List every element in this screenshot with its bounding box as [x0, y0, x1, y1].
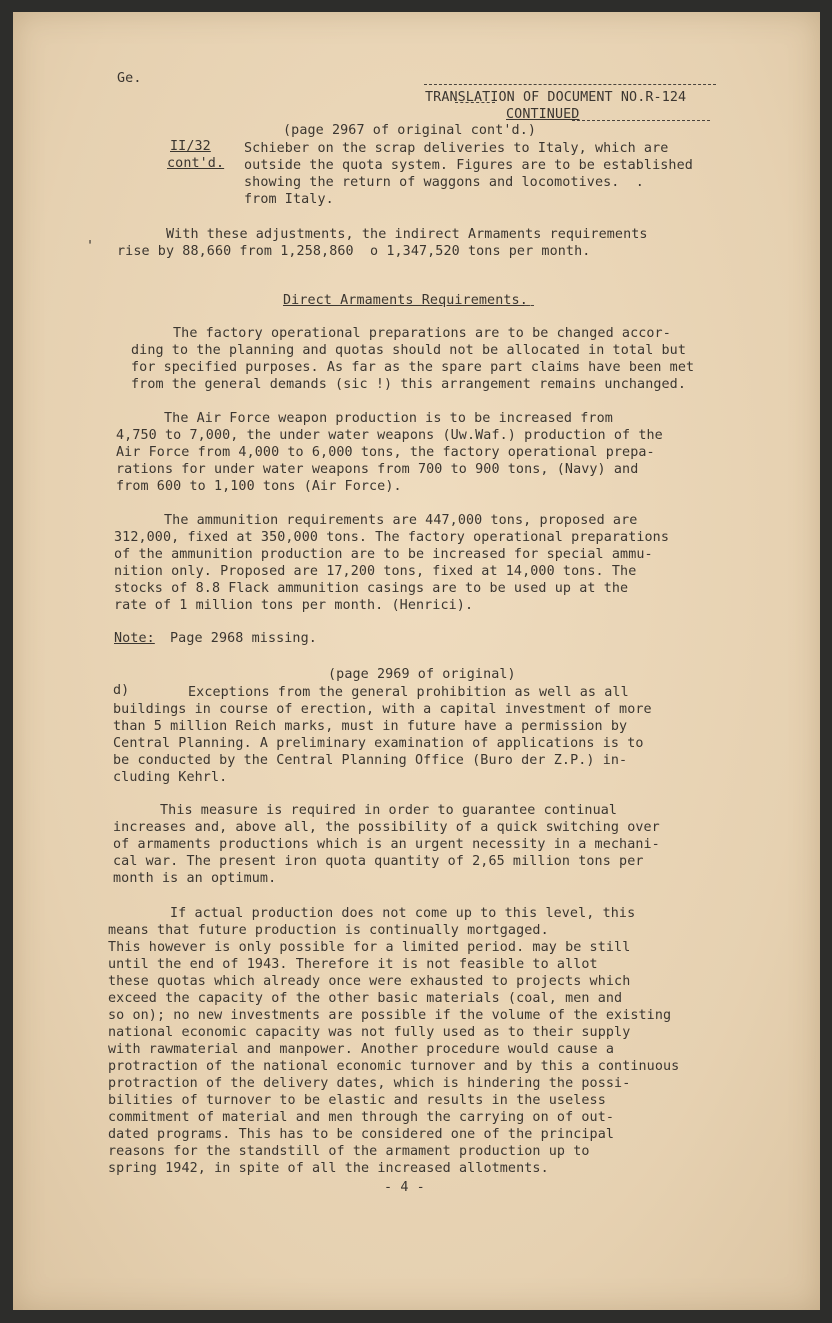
final-paragraph-line: these quotas which already once were exhausted to projects which	[108, 974, 631, 989]
measure-paragraph-line: cal war. The present iron quota quantity of 2,65 million tons per	[113, 854, 644, 869]
ammunition-paragraph-line: rate of 1 million tons per month. (Henrici).	[114, 598, 474, 613]
continued-label: CONTINUED	[506, 107, 580, 122]
factory-paragraph-line: ding to the planning and quotas should not be allocated in total but	[131, 343, 687, 358]
section-label-contd: cont'd.	[167, 156, 225, 171]
factory-paragraph-line: from the general demands (sic !) this arrangement remains unchanged.	[131, 377, 687, 392]
final-paragraph-line: national economic capacity was not fully used as to their supply	[108, 1025, 631, 1040]
final-paragraph-line: with rawmaterial and manpower. Another procedure would cause a	[108, 1042, 615, 1057]
section-d-line: Exceptions from the general prohibition as well as all	[188, 685, 629, 700]
section-d-label: d)	[113, 683, 130, 698]
ammunition-paragraph-line: nition only. Proposed are 17,200 tons, fixed at 14,000 tons. The	[114, 564, 637, 579]
final-paragraph-line: protraction of the national economic turnover and by this a continuous	[108, 1059, 680, 1074]
page-edge-tab	[823, 560, 832, 584]
section-ii32-line: showing the return of waggons and locomotives. .	[244, 175, 644, 190]
ammunition-paragraph-line: of the ammunition production are to be increased for special ammu-	[114, 547, 653, 562]
ammunition-paragraph-line: 312,000, fixed at 350,000 tons. The factory operational preparations	[114, 530, 670, 545]
header-dashed-rule-left	[455, 102, 495, 103]
measure-paragraph-line: This measure is required in order to guarantee continual	[160, 803, 618, 818]
heading-dash	[524, 305, 534, 306]
air-force-paragraph-line: 4,750 to 7,000, the under water weapons (Uw.Waf.) production of the	[116, 428, 663, 443]
page-reference-2969: (page 2969 of original)	[328, 667, 516, 682]
section-label-ii32: II/32	[170, 139, 211, 154]
note-text: Page 2968 missing.	[170, 631, 317, 646]
final-paragraph-line: spring 1942, in spite of all the increased allotments.	[108, 1161, 549, 1176]
header-dashed-rule-top	[424, 84, 716, 85]
note-label: Note:	[114, 631, 155, 646]
final-paragraph-line: commitment of material and men through the carrying on of out-	[108, 1110, 615, 1125]
final-paragraph-line: dated programs. This has to be considered one of the principal	[108, 1127, 615, 1142]
margin-mark: '	[86, 239, 95, 254]
page-reference-2967: (page 2967 of original cont'd.)	[283, 123, 537, 138]
direct-armaments-heading: Direct Armaments Requirements.	[283, 293, 528, 308]
page-number: - 4 -	[384, 1180, 425, 1195]
measure-paragraph-line: increases and, above all, the possibility of a quick switching over	[113, 820, 660, 835]
air-force-paragraph-line: from 600 to 1,100 tons (Air Force).	[116, 479, 402, 494]
final-paragraph-line: protraction of the delivery dates, which is hindering the possi-	[108, 1076, 631, 1091]
section-d-line: cluding Kehrl.	[113, 770, 228, 785]
factory-paragraph-line: for specified purposes. As far as the spare part claims have been met	[131, 360, 695, 375]
measure-paragraph-line: month is an optimum.	[113, 871, 277, 886]
typist-initials: Ge.	[117, 71, 142, 86]
factory-paragraph-line: The factory operational preparations are to be changed accor-	[173, 326, 671, 341]
section-d-line: buildings in course of erection, with a capital investment of more	[113, 702, 652, 717]
final-paragraph-line: bilities of turnover to be elastic and results in the useless	[108, 1093, 606, 1108]
final-paragraph-line: This however is only possible for a limited period. may be still	[108, 940, 631, 955]
final-paragraph-line: until the end of 1943. Therefore it is not feasible to allot	[108, 957, 598, 972]
section-ii32-line: Schieber on the scrap deliveries to Italy, which are	[244, 141, 669, 156]
section-ii32-line: from Italy.	[244, 192, 334, 207]
adjustments-line: rise by 88,660 from 1,258,860 o 1,347,520 tons per month.	[117, 244, 591, 259]
ammunition-paragraph-line: stocks of 8.8 Flack ammunition casings are to be used up at the	[114, 581, 629, 596]
final-paragraph-line: so on); no new investments are possible if the volume of the existing	[108, 1008, 672, 1023]
adjustments-line: With these adjustments, the indirect Armaments requirements	[166, 227, 648, 242]
air-force-paragraph-line: The Air Force weapon production is to be increased from	[164, 411, 613, 426]
section-d-line: than 5 million Reich marks, must in future have a permission by	[113, 719, 628, 734]
translation-title: TRANSLATION OF DOCUMENT NO.R-124	[425, 90, 687, 105]
final-paragraph-line: exceed the capacity of the other basic materials (coal, men and	[108, 991, 623, 1006]
measure-paragraph-line: of armaments productions which is an urgent necessity in a mechani-	[113, 837, 660, 852]
header-dashed-rule-right	[572, 120, 710, 121]
section-ii32-line: outside the quota system. Figures are to be established	[244, 158, 693, 173]
final-paragraph-line: means that future production is continually mortgaged.	[108, 923, 549, 938]
final-paragraph-line: If actual production does not come up to this level, this	[170, 906, 636, 921]
ammunition-paragraph-line: The ammunition requirements are 447,000 tons, proposed are	[164, 513, 638, 528]
final-paragraph-line: reasons for the standstill of the armament production up to	[108, 1144, 590, 1159]
section-d-line: be conducted by the Central Planning Office (Buro der Z.P.) in-	[113, 753, 628, 768]
section-d-line: Central Planning. A preliminary examination of applications is to	[113, 736, 644, 751]
air-force-paragraph-line: rations for under water weapons from 700 to 900 tons, (Navy) and	[116, 462, 639, 477]
air-force-paragraph-line: Air Force from 4,000 to 6,000 tons, the factory operational prepa-	[116, 445, 655, 460]
